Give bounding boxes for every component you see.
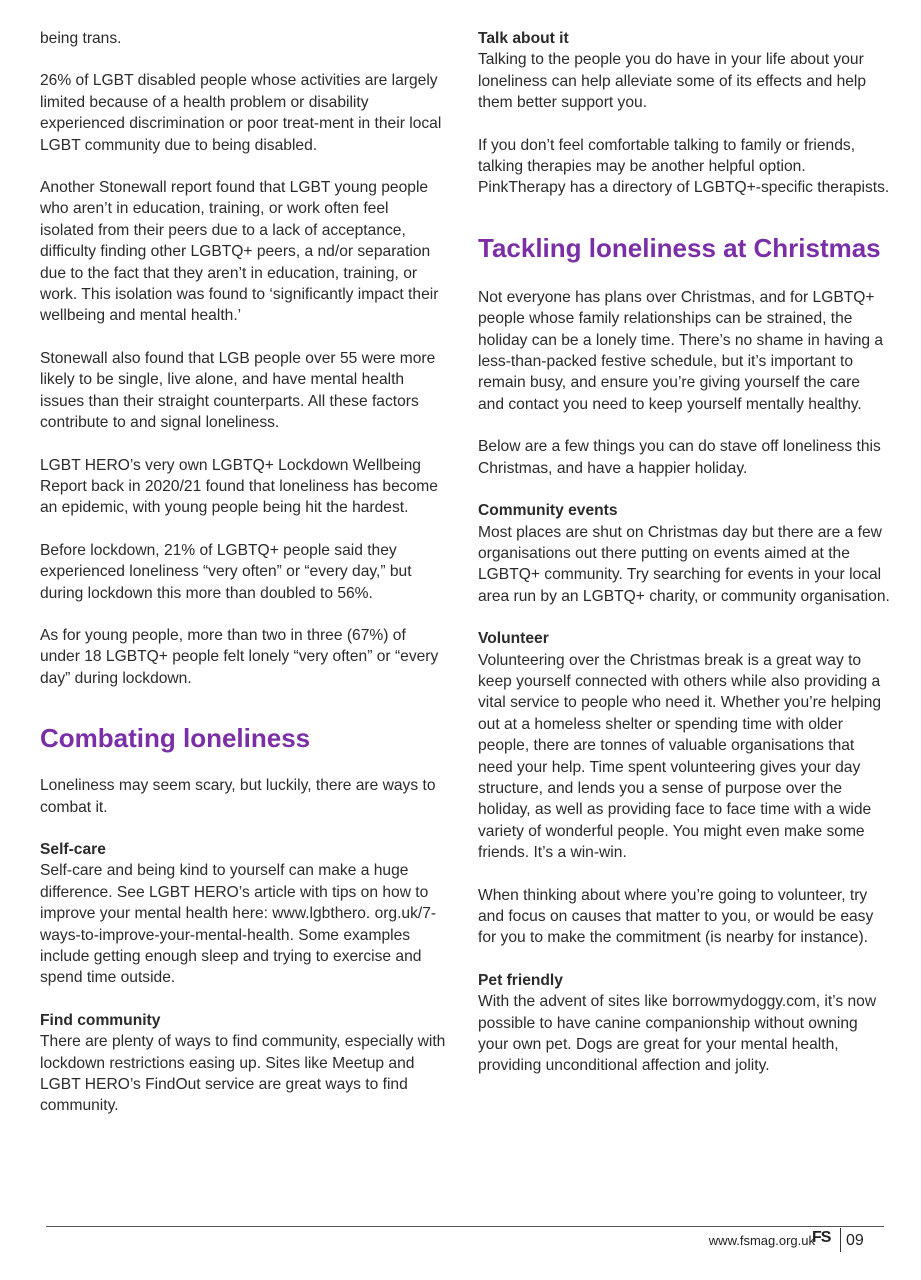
- subheading-volunteer: Volunteer: [478, 630, 549, 648]
- footer-divider: [840, 1228, 841, 1252]
- subheading-find-community: Find community: [40, 1011, 161, 1029]
- footer-url: www.fsmag.org.uk: [708, 1233, 815, 1248]
- footer-rule: [46, 1226, 884, 1227]
- subheading-talk-about-it: Talk about it: [478, 30, 569, 47]
- paragraph: If you don’t feel comfortable talking to family or friends, talking therapies may be another helpful option. PinkTherapy has a directory of LGBTQ+-specific therapists.: [478, 136, 890, 197]
- right-column: [478, 28, 890, 1098]
- paragraph: Stonewall also found that LGB people over 55 were more likely to be single, live alone, and have mental health issues than their straight counterparts. All these factors contribute to and signal loneliness.: [40, 349, 436, 432]
- page-number: 09: [846, 1232, 864, 1249]
- fs-logo: FS: [812, 1229, 831, 1246]
- paragraph: Self-care and being kind to yourself can make a huge difference. See LGBT HERO’s article with tips on how to improve your mental health here: www.lgbthero. org.uk/7-ways-to-improve-your-mental-health. Some examples include getting enough sleep and trying to exercise and spend time outside.: [40, 862, 437, 987]
- left-column: [40, 28, 446, 1138]
- paragraph: being trans.: [40, 30, 122, 47]
- paragraph: Loneliness may seem scary, but luckily, there are ways to combat it.: [40, 777, 436, 816]
- paragraph: Another Stonewall report found that LGBT young people who aren’t in education, training, or work often feel isolated from their peers due to a lack of acceptance, difficulty finding other LGBTQ+ peers, a nd/or separation due to the fact that they aren’t in education, training, or work. This isolation was found to ‘significantly impact their wellbeing and mental health.’: [40, 179, 439, 325]
- paragraph: LGBT HERO’s very own LGBTQ+ Lockdown Wellbeing Report back in 2020/21 found that loneliness has become an epidemic, with young people being hit the hardest.: [40, 456, 438, 517]
- paragraph: There are plenty of ways to find community, especially with lockdown restrictions easing up. Sites like Meetup and LGBT HERO’s FindOut service are great ways to find community.: [40, 1033, 446, 1115]
- paragraph: Not everyone has plans over Christmas, and for LGBTQ+ people whose family relationships can be strained, the holiday can be a lonely time. There’s no shame in having a less-than-packed festive schedule, but it’s important to remain busy, and ensure you’re giving yourself the care and contact you need to keep yourself mentally healthy.: [478, 288, 884, 413]
- section-heading-combating-loneliness: Combating loneliness: [40, 723, 311, 754]
- paragraph: 26% of LGBT disabled people whose activities are largely limited because of a health problem or disability experienced discrimination or poor treat-ment in their local LGBT community due to being disabled.: [40, 72, 442, 154]
- paragraph: Most places are shut on Christmas day but there are a few organisations out there putting on events aimed at the LGBTQ+ community. Try searching for events in your local area run by an LGBTQ+ charity, or community organisation.: [478, 523, 890, 605]
- subheading-community-events: Community events: [478, 502, 618, 520]
- paragraph: Before lockdown, 21% of LGBTQ+ people said they experienced loneliness “very often” or “every day,” but during lockdown this more than doubled to 56%.: [40, 541, 412, 602]
- section-heading-tackling-loneliness-at-christmas: Tackling loneliness at Christmas: [478, 232, 881, 263]
- subheading-self-care: Self-care: [40, 840, 106, 858]
- paragraph: Talking to the people you do have in your life about your loneliness can help alleviate some of its effects and help them better support you.: [478, 51, 867, 112]
- subheading-pet-friendly: Pet friendly: [478, 971, 563, 989]
- paragraph: Volunteering over the Christmas break is a great way to keep yourself connected with others while also providing a vital service to people who need it. Whether you’re helping out at a homeless shelter or spending time with older people, there are tonnes of valuable organisations that need your help. Time spent volunteering gives your day structure, and lends you a sense of purpose over the holiday, as well as providing face to face time with a wide variety of wonderful people. You might even make some friends. It’s a win-win.: [478, 651, 882, 862]
- paragraph: With the advent of sites like borrowmydoggy.com, it’s now possible to have canine companionship without owning your own pet. Dogs are great for your mental health, providing unconditional affection and jolity.: [478, 993, 877, 1075]
- paragraph: Below are a few things you can do stave off loneliness this Christmas, and have a happier holiday.: [478, 438, 881, 477]
- paragraph: When thinking about where you’re going to volunteer, try and focus on causes that matter to you, or would be easy for you to make the commitment (is nearby for instance).: [478, 886, 874, 947]
- paragraph: As for young people, more than two in three (67%) of under 18 LGBTQ+ people felt lonely “very often” or “every day” during lockdown.: [40, 626, 439, 687]
